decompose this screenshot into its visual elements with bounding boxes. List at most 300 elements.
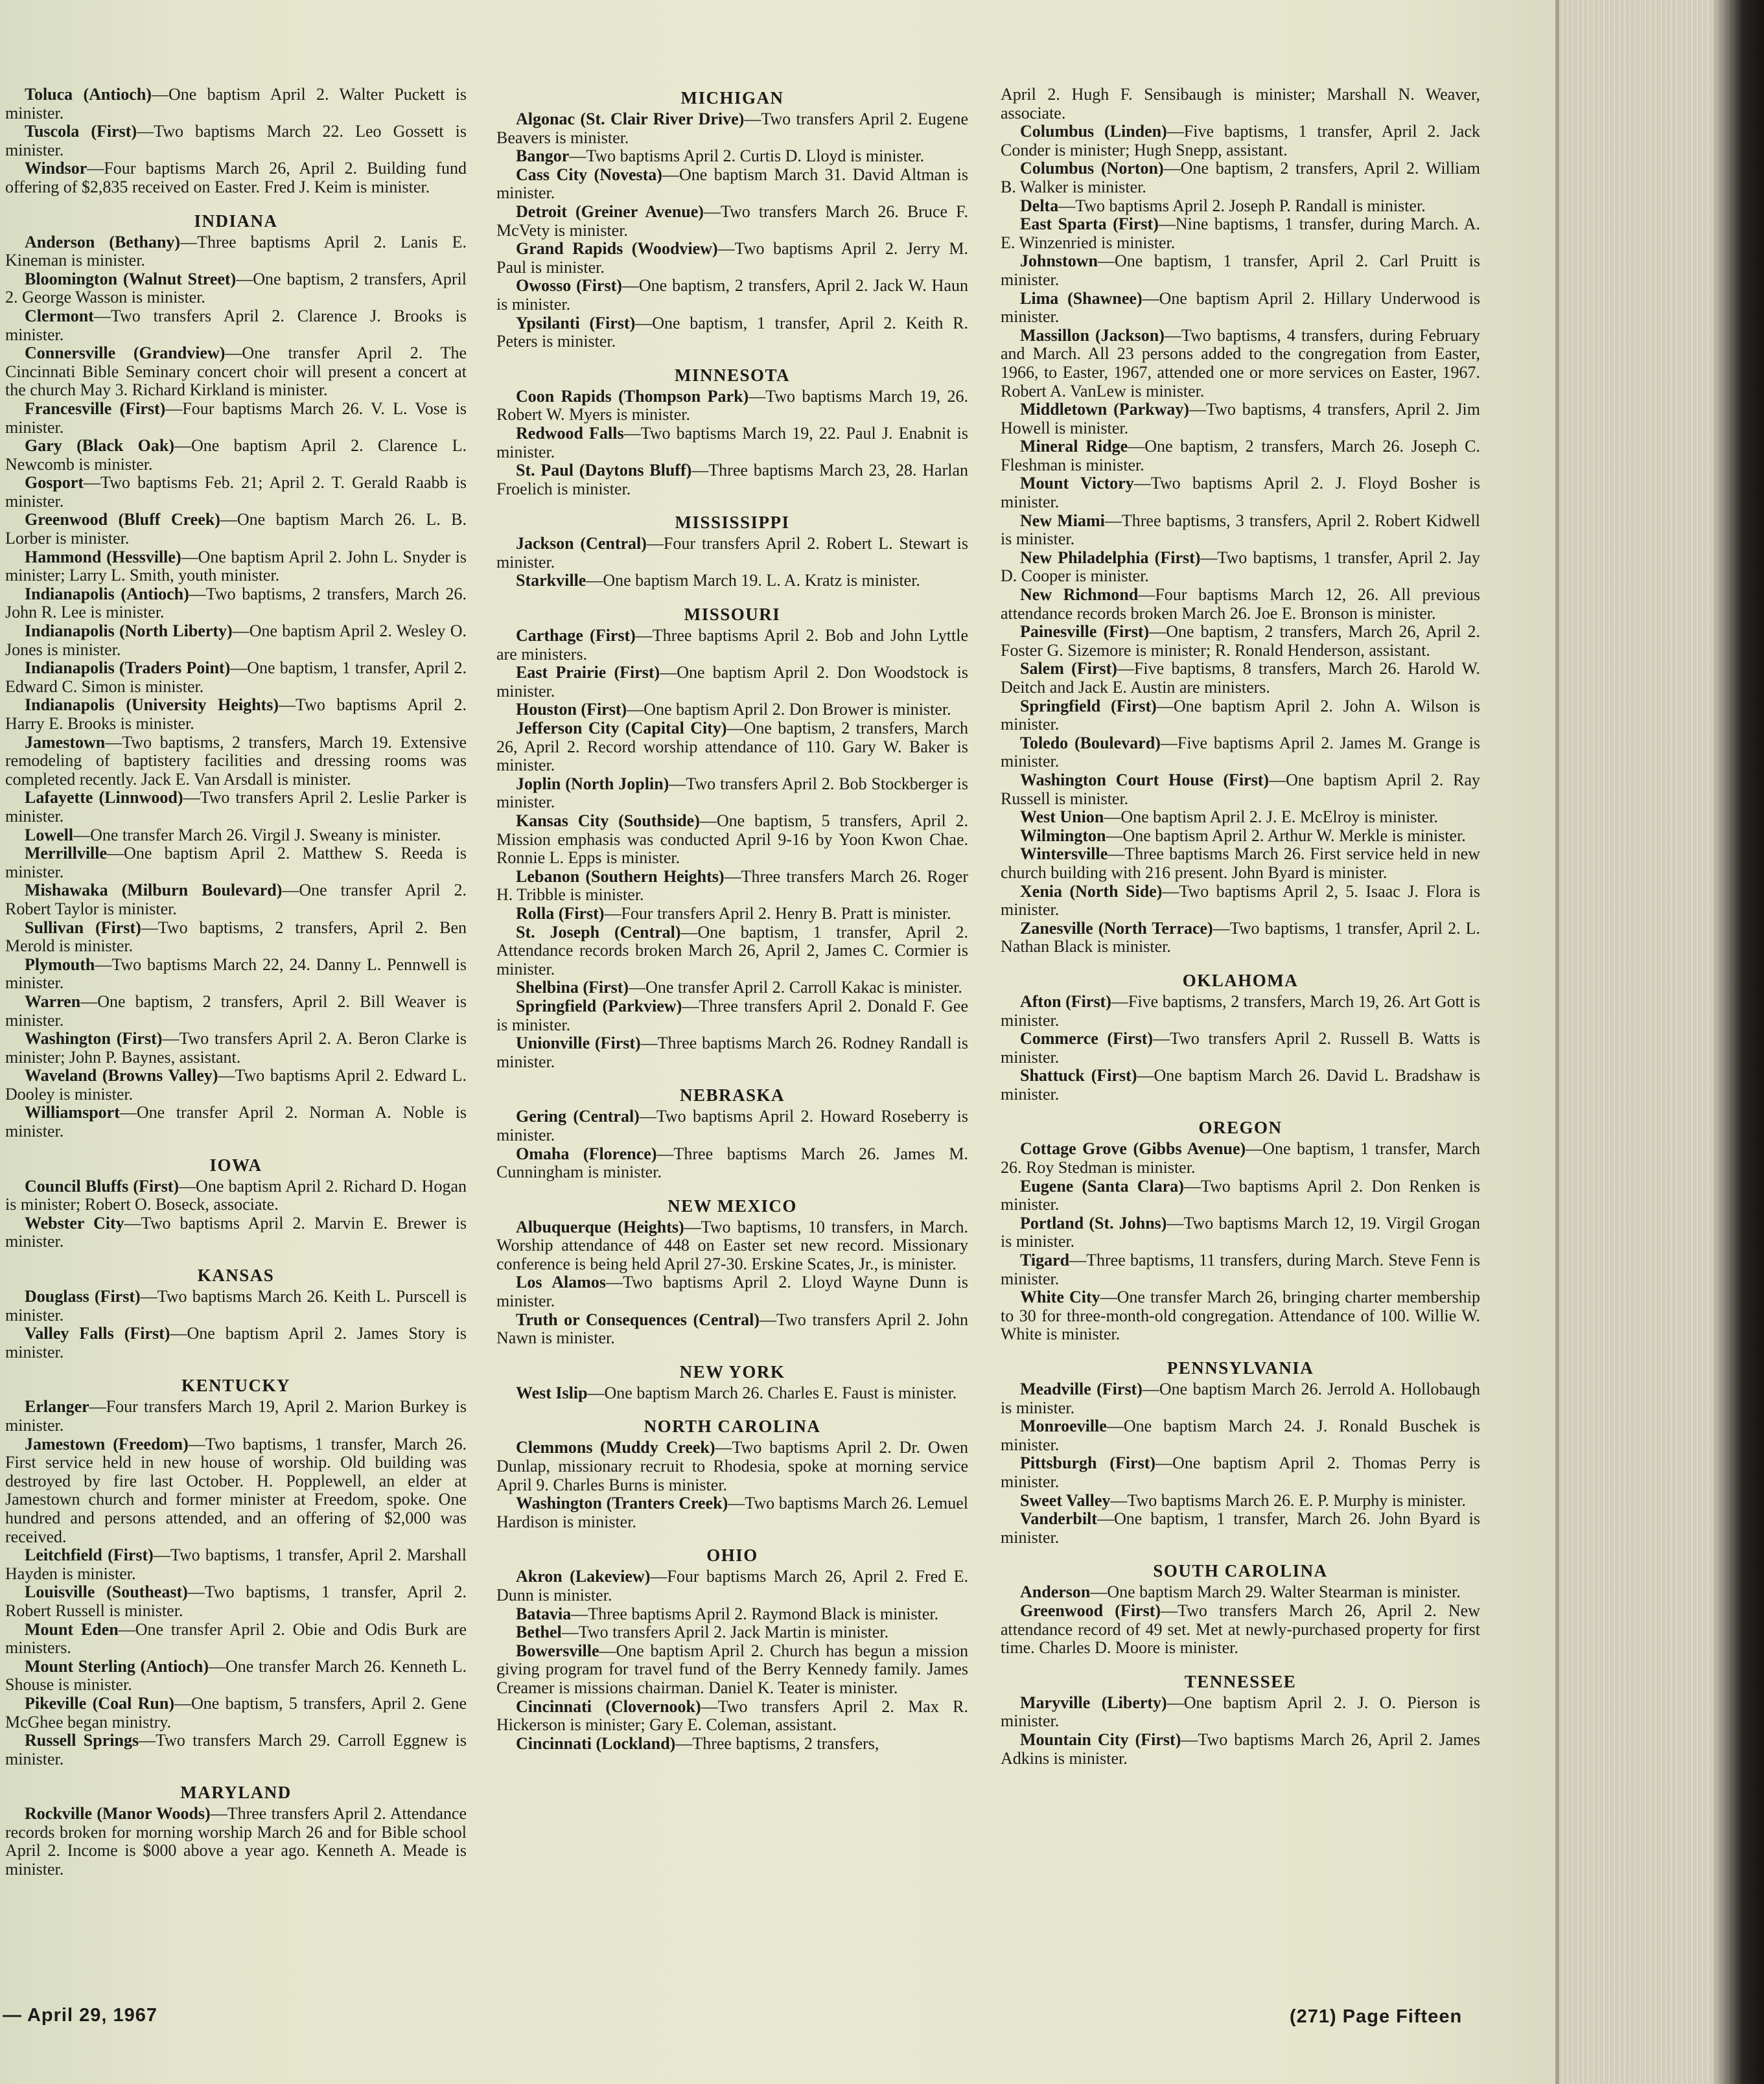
church-entry (5, 474, 467, 511)
entry-text: —Two baptisms, 4 transfers, during February and March. All 23 persons added to the congregation from Easter, 1966, to Easter, 1967, attended one or more services on Easter, 1967. Robert A. VanLew is minister. (1001, 325, 1480, 400)
church-entry (1001, 845, 1480, 882)
church-entry (496, 1384, 968, 1403)
church-name: Carthage (First) (516, 626, 636, 645)
entry-text: —Three baptisms March 26. James M. Cunningham is minister. (496, 1144, 968, 1182)
state-heading: OHIO (706, 1546, 758, 1566)
entry-text: —Four transfers March 19, April 2. Marion Burkey is minister. (5, 1397, 467, 1435)
entry-text: —One baptism April 2. Wesley O. Jones is minister. (5, 621, 467, 659)
church-name: Monroeville (1020, 1417, 1107, 1436)
footer-date: — April 29, 1967 (3, 2005, 157, 2026)
entry-text: —Four baptisms March 26, April 2. Building fund offering of $2,835 received on Easter. Fred J. Keim is minister. (5, 159, 467, 196)
church-entry (1001, 1030, 1480, 1067)
church-name: Mountain City (First) (1020, 1730, 1181, 1749)
church-entry (5, 789, 467, 826)
church-entry (1001, 660, 1480, 697)
church-name: Gosport (25, 473, 84, 492)
church-entry (496, 1735, 968, 1754)
church-name: Cincinnati (Lockland) (516, 1733, 676, 1753)
church-name: Algonac (St. Clair River Drive) (516, 110, 745, 128)
entry-text: —One baptism, 2 transfers, March 26, April 2. Foster G. Sizemore is minister; R. Ronald Henderson, assistant. (1001, 622, 1480, 660)
church-entry (496, 314, 968, 351)
church-name: Mount Sterling (Antioch) (25, 1656, 209, 1676)
church-name: Anderson (1020, 1582, 1091, 1602)
entry-text: —Two baptisms, 1 transfer, April 2. Jay D. Cooper is minister. (1001, 548, 1480, 586)
church-entry (5, 1583, 467, 1620)
church-name: Shattuck (First) (1020, 1066, 1137, 1085)
entry-text: —One baptism March 24. J. Ronald Buschek is minister. (1001, 1417, 1480, 1454)
church-name: Indianapolis (Traders Point) (25, 658, 231, 678)
entry-text: —Two baptisms March 19, 22. Paul J. Enabnit is minister. (496, 423, 968, 461)
church-name: Wintersville (1020, 844, 1108, 864)
church-name: Jackson (Central) (516, 534, 647, 553)
church-entry (496, 868, 968, 905)
church-entry (5, 1325, 467, 1361)
church-name: Pittsburgh (First) (1020, 1453, 1156, 1473)
entry-text: —Two baptisms March 19, 26. Robert W. Myers is minister. (496, 386, 968, 424)
church-name: Warren (25, 991, 81, 1011)
church-entry (5, 585, 467, 622)
church-name: Merrillville (25, 844, 108, 863)
church-name: Louisville (Southeast) (25, 1582, 188, 1602)
church-entry (1001, 1731, 1480, 1768)
church-entry (1001, 1177, 1480, 1214)
church-entry (496, 1568, 968, 1604)
church-name: Akron (Lakeview) (516, 1567, 651, 1586)
church-name: Washington Court House (First) (1020, 770, 1270, 789)
church-name: Francesville (First) (25, 399, 166, 418)
entry-text: —Two baptisms March 26, April 2. James Adkins is minister. (1001, 1730, 1481, 1768)
church-entry (5, 233, 467, 270)
church-name: Pikeville (Coal Run) (25, 1693, 175, 1713)
footer-page-number: (271) Page Fifteen (1290, 2006, 1463, 2027)
state-heading: OREGON (1198, 1118, 1282, 1138)
entry-text: —One baptism, 2 transfers, April 2. Bill Weaver is minister. (5, 991, 467, 1030)
church-name: Washington (Tranters Creek) (516, 1494, 728, 1513)
church-entry (496, 923, 968, 979)
church-entry (1001, 586, 1480, 623)
entry-text: —Three baptisms March 23, 28. Harlan Froelich is minister. (496, 461, 968, 498)
church-entry (496, 997, 968, 1034)
state-heading: KANSAS (197, 1266, 275, 1286)
entry-text: —One baptism March 26. Jerrold A. Hollobaugh is minister. (1001, 1380, 1480, 1417)
church-name: Johnstown (1020, 251, 1098, 271)
church-name: Greenwood (First) (1020, 1601, 1161, 1620)
church-name: Batavia (516, 1604, 572, 1623)
entry-text: —Two baptisms April 2. Lloyd Wayne Dunn is minister. (496, 1273, 968, 1311)
church-name: New Philadelphia (First) (1020, 548, 1201, 567)
entry-text: —Three baptisms April 2. Bob and John Lyttle are ministers. (496, 626, 968, 664)
church-entry (5, 1030, 467, 1067)
state-heading: PENNSYLVANIA (1166, 1358, 1314, 1378)
church-entry (5, 437, 467, 474)
entry-text: —Five baptisms, 8 transfers, March 26. Harold W. Deitch and Jack E. Austin are ministers. (1001, 659, 1480, 697)
church-entry (5, 1214, 467, 1251)
church-name: Middletown (Parkway) (1020, 400, 1190, 419)
church-name: Truth or Consequences (Central) (516, 1310, 760, 1329)
entry-text: —Two transfers April 2. John Nawn is minister. (496, 1310, 968, 1348)
church-name: East Prairie (First) (516, 663, 660, 682)
church-entry (1001, 1510, 1480, 1547)
entry-text: —Two transfers April 2. Max R. Hickerson is minister; Gary E. Coleman, assistant. (496, 1696, 968, 1735)
church-name: East Sparta (First) (1020, 214, 1159, 234)
entry-text: —Three baptisms, 3 transfers, April 2. Robert Kidwell is minister. (1001, 511, 1480, 549)
church-entry (496, 203, 968, 240)
church-name: St. Joseph (Central) (516, 922, 681, 942)
church-name: Anderson (Bethany) (25, 232, 181, 251)
entry-text: —One baptism April 2. John A. Wilson is minister. (1001, 696, 1480, 734)
church-entry (496, 1623, 968, 1642)
church-name: Toledo (Boulevard) (1020, 733, 1161, 752)
church-entry (1001, 1454, 1480, 1491)
entry-text: —Two baptisms, 2 transfers, March 19. Extensive remodeling of baptistery facilities and dressing rooms was completed recently. Jack E. Van Arsdall is minister. (5, 732, 467, 789)
church-name: Commerce (First) (1020, 1029, 1154, 1048)
church-name: Cincinnati (Clovernook) (516, 1696, 701, 1716)
church-name: Salem (First) (1020, 659, 1117, 678)
entry-text: —One baptism April 2. Ray Russell is minister. (1001, 770, 1480, 808)
church-name: Houston (First) (516, 700, 627, 719)
church-name: Bowersville (516, 1641, 599, 1660)
entry-text: —One baptism April 2. Don Woodstock is minister. (496, 663, 968, 700)
church-name: Grand Rapids (Woodview) (516, 239, 718, 259)
church-entry (5, 1621, 467, 1658)
church-entry (5, 122, 467, 159)
entry-text: —Two transfers April 2. Russell B. Watts is minister. (1001, 1029, 1480, 1067)
entry-text: —Two baptisms, 1 transfer, April 2. L. Nathan Black is minister. (1001, 918, 1480, 956)
church-entry (496, 147, 968, 166)
entry-text: —Two transfers April 2. Clarence J. Brooks is minister. (5, 306, 467, 344)
church-name: Delta (1020, 196, 1059, 215)
entry-text: —Two baptisms, 2 transfers, April 2. Ben Merold is minister. (5, 918, 467, 956)
church-entry (1001, 197, 1480, 216)
entry-text: —One baptism March 26. L. B. Lorber is minister. (5, 510, 467, 548)
church-entry (496, 1034, 968, 1071)
entry-text: —Two baptisms April 2. Harry E. Brooks is minister. (5, 695, 467, 733)
church-entry (1001, 437, 1480, 474)
entry-text: —One baptism, 1 transfer, April 2. Carl Pruitt is minister. (1001, 251, 1480, 289)
entry-text: —One baptism, 1 transfer, April 2. Keith R. Peters is minister. (496, 313, 968, 351)
church-entry (5, 1805, 467, 1879)
church-name: Lima (Shawnee) (1020, 288, 1143, 308)
church-name: Mishawaka (Milburn Boulevard) (25, 881, 283, 900)
church-name: Russell Springs (25, 1731, 139, 1750)
entry-text: —One transfer April 2. The Cincinnati Bible Seminary concert choir will present a concert at the church May 3. Richard Kirkland is minister. (5, 343, 467, 400)
state-heading: MINNESOTA (674, 365, 791, 385)
church-name: Plymouth (25, 955, 95, 974)
entry-text: —Three baptisms April 2. Lanis E. Kineman is minister. (5, 232, 467, 270)
church-name: Portland (St. Johns) (1020, 1213, 1167, 1233)
church-name: St. Paul (Daytons Bluff) (516, 461, 692, 480)
church-entry (5, 1288, 467, 1325)
entry-text: —Three transfers April 2. Donald F. Gee is minister. (496, 996, 968, 1034)
entry-text: —Two baptisms April 2. Curtis D. Lloyd is minister. (569, 146, 925, 166)
church-name: Tuscola (First) (25, 122, 137, 141)
entry-text: —One baptism April 2. Hillary Underwood is minister. (1001, 288, 1480, 327)
church-entry (5, 1695, 467, 1731)
church-entry (1001, 1380, 1480, 1417)
entry-text: —Two transfers March 26. Bruce F. McVety is minister. (496, 202, 968, 240)
church-entry (496, 1145, 968, 1182)
church-entry (5, 993, 467, 1030)
entry-text: —Four baptisms March 12, 26. All previous attendance records broken March 26. Joe E. Bronson is minister. (1001, 585, 1480, 623)
church-entry (5, 659, 467, 696)
state-heading: OKLAHOMA (1182, 970, 1299, 990)
church-name: Sweet Valley (1020, 1490, 1111, 1510)
church-entry (1001, 1214, 1480, 1251)
entry-text: —One baptism, 5 transfers, April 2. Gene McGhee began ministry. (5, 1693, 467, 1731)
church-name: Shelbina (First) (516, 978, 629, 997)
church-name: Starkville (516, 571, 586, 590)
entry-text: —Two baptisms April 2. Jerry M. Paul is minister. (496, 239, 968, 277)
church-name: Mount Eden (25, 1619, 119, 1639)
church-name: Erlanger (25, 1397, 89, 1417)
entry-text: —Three transfers April 2. Attendance records broken for morning worship March 26 and for Bible school April 2. Income is $000 above a year ago. Kenneth A. Meade is minister. (5, 1804, 467, 1879)
entry-text: —Two baptisms March 26. Keith L. Purscell is minister. (5, 1287, 467, 1325)
church-entry (5, 734, 467, 789)
church-entry (5, 1398, 467, 1435)
church-name: Coon Rapids (Thompson Park) (516, 386, 749, 406)
entry-text: —Nine baptisms, 1 transfer, during March. A. E. Winzenried is minister. (1001, 214, 1480, 252)
entry-text: —One baptism April 2. J. O. Pierson is minister. (1001, 1693, 1480, 1731)
church-name: Williamsport (25, 1103, 120, 1122)
church-entry (1001, 883, 1480, 920)
church-entry (1001, 252, 1480, 289)
church-name: Columbus (Linden) (1020, 122, 1167, 141)
church-name: White City (1020, 1288, 1100, 1307)
church-entry (5, 622, 467, 659)
entry-text: —One baptism April 2. J. E. McElroy is minister. (1104, 807, 1438, 827)
entry-text: —One baptism April 2. Matthew S. Reeda is minister. (5, 844, 467, 881)
church-name: Sullivan (First) (25, 918, 141, 937)
church-name: Painesville (First) (1020, 622, 1150, 642)
entry-text: —Two baptisms, 1 transfer, April 2. Marshall Hayden is minister. (5, 1546, 467, 1583)
church-entry (496, 110, 968, 147)
church-entry (5, 1731, 467, 1768)
entry-text: —One baptism March 26. Charles E. Faust is minister. (587, 1383, 957, 1402)
church-entry (496, 240, 968, 277)
state-heading: INDIANA (194, 211, 278, 231)
church-name: Mineral Ridge (1020, 437, 1128, 456)
church-entry (5, 511, 467, 548)
church-entry (5, 919, 467, 956)
church-entry (1001, 1602, 1480, 1658)
church-name: Gary (Black Oak) (25, 436, 174, 456)
church-name: Bloomington (Walnut Street) (25, 269, 237, 288)
entry-text: —Two baptisms April 2. J. Floyd Bosher is minister. (1001, 474, 1481, 512)
church-name: Detroit (Greiner Avenue) (516, 202, 704, 221)
church-name: Jamestown (25, 732, 106, 752)
entry-text: —One baptism, 1 transfer, March 26. Roy Stedman is minister. (1001, 1139, 1481, 1177)
entry-text: —Three transfers March 26. Roger H. Tribble is minister. (496, 866, 968, 905)
entry-text: —Four baptisms March 26. V. L. Vose is minister. (5, 399, 467, 437)
church-entry (1001, 159, 1480, 196)
church-name: Meadville (First) (1020, 1380, 1143, 1398)
entry-text: —One transfer April 2. Carroll Kakac is minister. (629, 978, 962, 997)
church-entry (5, 1546, 467, 1583)
church-name: Tigard (1020, 1251, 1070, 1270)
church-entry (496, 664, 968, 700)
church-name: Rolla (First) (516, 903, 605, 923)
church-name: Eugene (Santa Clara) (1020, 1176, 1184, 1196)
church-entry (1001, 122, 1480, 159)
entry-text: —One baptism April 2. Thomas Perry is minister. (1001, 1453, 1480, 1491)
state-heading: MARYLAND (180, 1783, 292, 1803)
column-right (1001, 86, 1480, 1768)
church-name: Gering (Central) (516, 1107, 640, 1126)
church-name: Waveland (Browns Valley) (25, 1066, 218, 1085)
entry-text: —Two baptisms April 2. Don Renken is minister. (1001, 1176, 1480, 1214)
church-entry (5, 1104, 467, 1140)
entry-text: —One baptism April 2. Clarence L. Newcomb is minister. (5, 436, 467, 474)
entry-text: —Two baptisms April 2. Edward L. Dooley is minister. (5, 1066, 467, 1104)
church-entry (5, 1067, 467, 1104)
entry-text: —One baptism April 2. Don Brower is minister. (627, 700, 951, 719)
entry-text: —Two transfers March 26, April 2. New attendance record of 49 set. Met at newly-purchased property for first time. Charles D. Moore is minister. (1001, 1601, 1480, 1658)
church-name: Douglass (First) (25, 1287, 141, 1306)
state-heading: NEW MEXICO (667, 1196, 797, 1216)
church-entry (1001, 512, 1480, 549)
entry-text: —One baptism March 29. Walter Stearman is minister. (1090, 1582, 1461, 1602)
church-name: Jamestown (Freedom) (25, 1434, 189, 1453)
church-entry (1001, 215, 1480, 252)
church-name: New Richmond (1020, 585, 1139, 605)
church-entry (1001, 920, 1480, 956)
church-entry (5, 159, 467, 196)
entry-text: —Four transfers April 2. Henry B. Pratt is minister. (604, 903, 951, 923)
church-name: Kansas City (Southside) (516, 811, 700, 830)
church-entry (1001, 623, 1480, 660)
church-entry (496, 535, 968, 572)
church-name: Leitchfield (First) (25, 1546, 154, 1565)
entry-text: —One baptism, 2 transfers, March 26, April 2. Record worship attendance of 110. Gary W. Baker is minister. (496, 719, 968, 775)
church-entry (496, 627, 968, 664)
entry-text: —Two baptisms March 22, 24. Danny L. Pennwell is minister. (5, 955, 467, 993)
church-name: West Union (1020, 807, 1104, 827)
church-name: Webster City (25, 1213, 124, 1233)
church-name: Springfield (Parkview) (516, 996, 682, 1015)
church-name: Omaha (Florence) (516, 1144, 657, 1163)
church-entry (496, 775, 968, 812)
entry-text: —One baptism April 2. Richard D. Hogan is minister; Robert O. Boseck, associate. (5, 1176, 467, 1214)
church-entry (496, 1698, 968, 1735)
entry-text: —One baptism March 31. David Altman is minister. (496, 165, 968, 203)
church-name: West Islip (516, 1383, 588, 1402)
entry-text: —One transfer March 26. Kenneth L. Shouse is minister. (5, 1656, 467, 1695)
church-entry (496, 1107, 968, 1144)
entry-text: —Two baptisms, 2 transfers, March 26. John R. Lee is minister. (5, 584, 467, 622)
church-name: Hammond (Hessville) (25, 547, 181, 566)
church-entry (1001, 1492, 1480, 1511)
church-name: Clemmons (Muddy Creek) (516, 1438, 715, 1457)
church-entry (5, 881, 467, 918)
church-entry (496, 1605, 968, 1624)
church-name: Bethel (516, 1623, 562, 1642)
entry-text: —Two transfers March 29. Carroll Eggnew is minister. (5, 1731, 467, 1768)
entry-text: —Two baptisms March 22. Leo Gossett is minister. (5, 122, 467, 159)
entry-text: —Two baptisms March 26. Lemuel Hardison is minister. (496, 1494, 968, 1531)
church-entry (5, 696, 467, 733)
entry-text: —One baptism, 1 transfer, April 2. Attendance records broken March 26, April 2, James C. Cormier is minister. (496, 922, 968, 978)
church-name: Windsor (25, 159, 87, 178)
church-entry (1001, 474, 1480, 511)
church-name: Toluca (Antioch) (25, 85, 152, 104)
church-name: Albuquerque (Heights) (516, 1217, 684, 1236)
church-name: Mount Victory (1020, 474, 1134, 493)
church-entry (496, 1311, 968, 1348)
church-entry (1001, 327, 1480, 400)
church-name: Indianapolis (University Heights) (25, 695, 279, 715)
entry-text: —Two transfers April 2. Leslie Parker is minister. (5, 788, 467, 826)
church-entry (1001, 400, 1480, 437)
church-entry (1001, 290, 1480, 327)
church-entry (5, 956, 467, 993)
church-name: Valley Falls (First) (25, 1324, 170, 1343)
church-name: Los Alamos (516, 1273, 607, 1292)
entry-text: —One transfer April 2. Obie and Odis Burk are ministers. (5, 1619, 467, 1658)
church-entry (5, 548, 467, 585)
entry-text: —One transfer April 2. Robert Taylor is minister. (5, 881, 467, 918)
church-name: Lowell (25, 825, 74, 844)
entry-text: —One transfer March 26. Virgil J. Sweany is minister. (73, 825, 441, 844)
church-entry (5, 1177, 467, 1214)
church-entry (496, 572, 968, 590)
entry-text: —One baptism April 2. Church has begun a mission giving program for travel fund of the Berry Kennedy family. James Creamer is missions chairman. Daniel K. Teater is minister. (496, 1641, 968, 1697)
entry-text: —Three baptisms April 2. Raymond Black is minister. (571, 1604, 939, 1623)
church-entry (1001, 993, 1480, 1030)
church-name: Maryville (Liberty) (1020, 1693, 1167, 1712)
entry-text: —Two baptisms April 2. Marvin E. Brewer is minister. (5, 1213, 467, 1251)
church-entry (496, 719, 968, 775)
church-entry (5, 1435, 467, 1547)
church-entry (1001, 1140, 1480, 1177)
entry-text: —Five baptisms, 2 transfers, March 19, 26. Art Gott is minister. (1001, 991, 1480, 1030)
church-name: Council Bluffs (First) (25, 1176, 180, 1196)
state-heading: MISSOURI (684, 605, 781, 625)
church-entry (496, 461, 968, 498)
entry-text: —Two baptisms April 2. Howard Roseberry is minister. (496, 1107, 968, 1144)
state-heading: IOWA (209, 1155, 262, 1175)
church-name: Washington (First) (25, 1029, 163, 1048)
church-entry (496, 388, 968, 424)
church-name: Springfield (First) (1020, 696, 1157, 715)
church-entry (496, 1273, 968, 1310)
church-name: Ypsilanti (First) (516, 313, 636, 332)
church-entry (5, 307, 467, 344)
church-name: Xenia (North Side) (1020, 881, 1163, 901)
entry-text: —One baptism, 1 transfer, March 26. John Byard is minister. (1001, 1509, 1480, 1547)
church-entry (1001, 1251, 1480, 1288)
state-heading: NEW YORK (679, 1361, 785, 1382)
entry-text: —One baptism April 2. James Story is minister. (5, 1324, 467, 1361)
church-name: Clermont (25, 306, 94, 325)
church-name: Connersville (Grandview) (25, 343, 226, 363)
entry-text: —Two baptisms, 10 transfers, in March. Worship attendance of 448 on Easter set new record. Missionary conference is being held April 27-30. Erskine Scates, Jr., is minister. (496, 1217, 969, 1273)
church-name: Indianapolis (North Liberty) (25, 621, 233, 641)
church-entry (1001, 549, 1480, 586)
church-name: Lebanon (Southern Heights) (516, 866, 725, 886)
church-name: Redwood Falls (516, 423, 624, 443)
church-entry (496, 424, 968, 461)
entry-text: —Two baptisms April 2. Dr. Owen Dunlap, missionary recruit to Rhodesia, spoke at morning service April 9. Charles Burns is minister. (496, 1438, 968, 1494)
church-name: Cottage Grove (Gibbs Avenue) (1020, 1139, 1246, 1159)
entry-text: —Two baptisms April 2, 5. Isaac J. Flora is minister. (1001, 881, 1480, 920)
entry-text: —One baptism April 2. Walter Puckett is minister. (5, 85, 467, 122)
book-edge-shadow (1711, 0, 1764, 2084)
entry-text: —Five baptisms April 2. James M. Grange is minister. (1001, 733, 1481, 771)
church-name: Cass City (Novesta) (516, 165, 662, 184)
entry-text: —Three baptisms, 2 transfers, (675, 1733, 879, 1753)
entry-text: —Two baptisms, 1 transfer, April 2. Robert Russell is minister. (5, 1582, 467, 1620)
church-entry (1001, 808, 1480, 827)
